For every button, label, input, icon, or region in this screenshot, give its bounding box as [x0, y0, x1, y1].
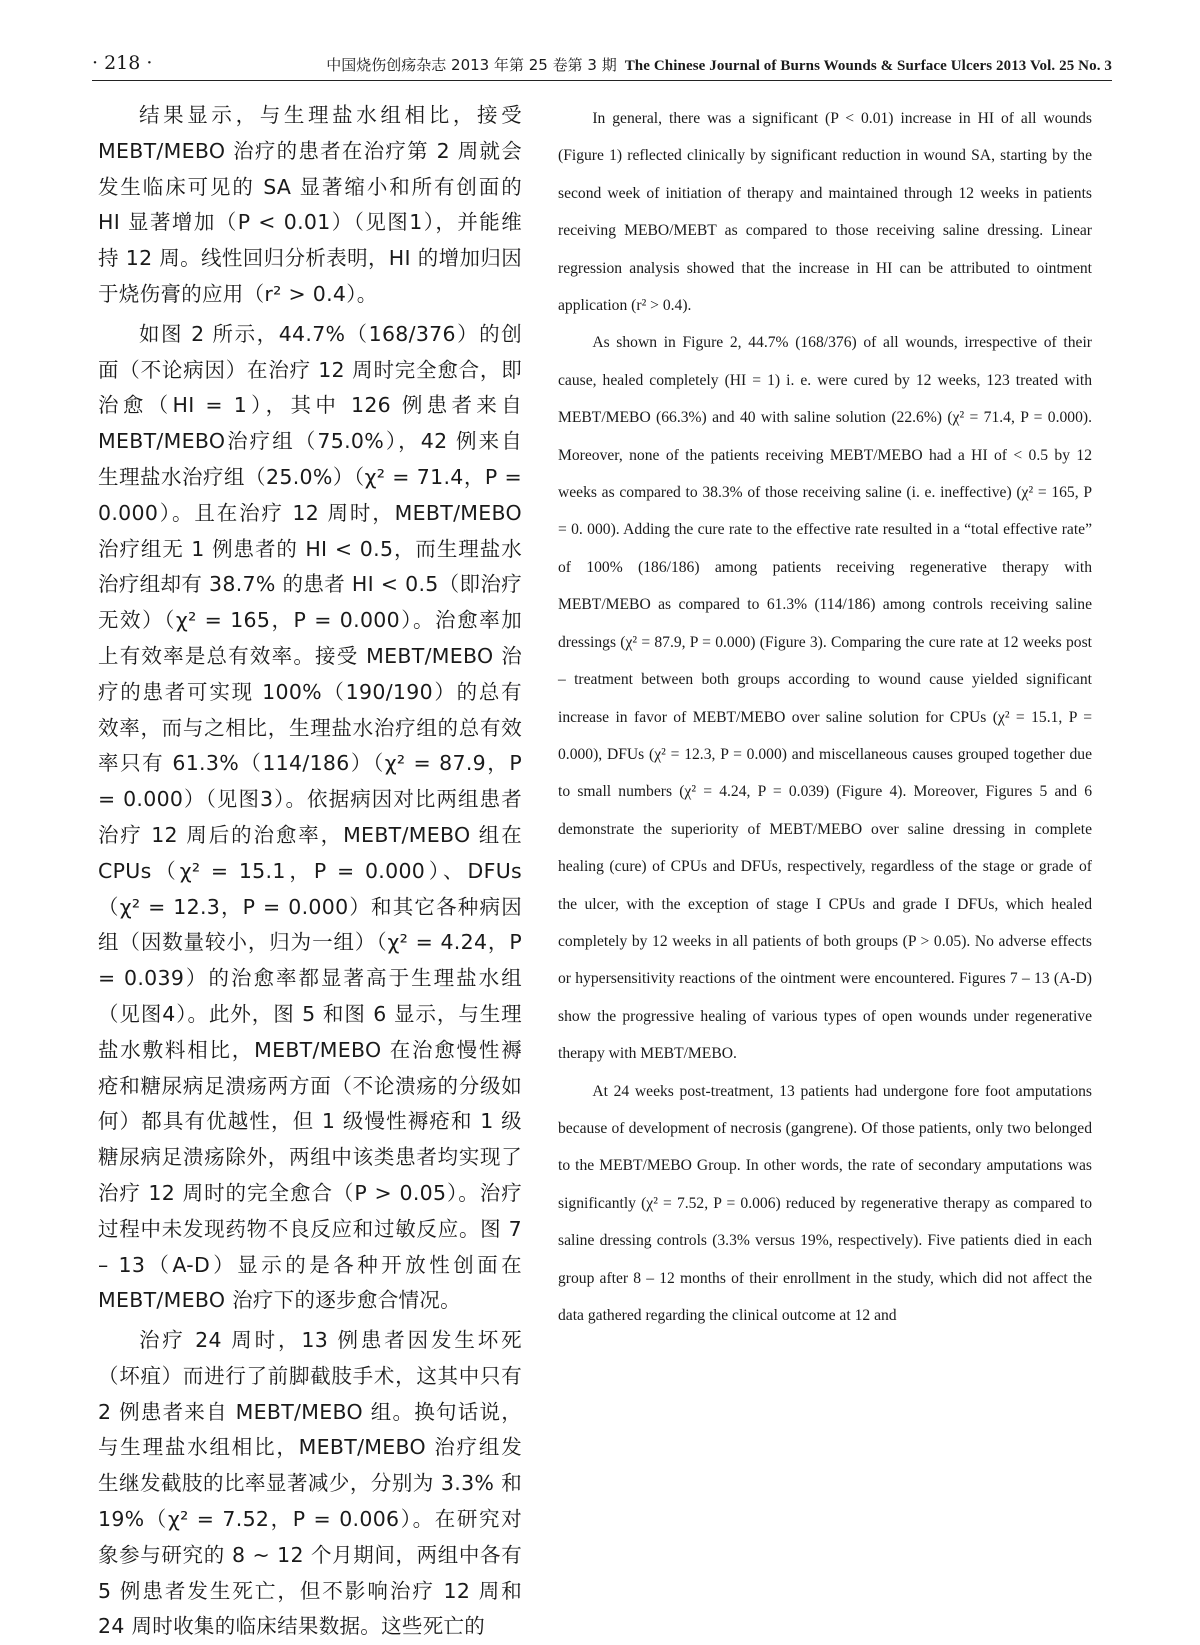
journal-title-chinese: 中国烧伤创疡杂志 2013 年第 25 卷第 3 期	[326, 56, 617, 74]
running-header	[92, 52, 1112, 81]
page-number: · 218 ·	[92, 52, 153, 74]
english-paragraph: In general, there was a significant (P < 0.01) increase in HI of all wounds (Figure 1) reflected clinically by significant reduction in wound SA, starting by the second week of initiation of therapy and maintained through 12 weeks in patients receiving MEBO/MEBT as compared to those receiving saline dressing. Linear regression analysis showed that the increase in HI can be attributed to ointment application (r² > 0.4).	[558, 110, 1092, 315]
chinese-text-column	[98, 98, 522, 1645]
chinese-paragraph: 如图 2 所示，44.7%（168/376）的创面（不论病因）在治疗 12 周时完全愈合，即治愈（HI = 1），其中 126 例患者来自 MEBT/MEBO治疗组（75.0%），42 例来自生理盐水治疗组（25.0%）（χ² = 71.4，P = 0.000）。且在治疗 12 周时，MEBT/MEBO 治疗组无 1 例患者的 HI < 0.5，而生理盐水治疗组却有 38.7% 的患者 HI < 0.5（即治疗无效）（χ² = 165，P = 0.000）。治愈率加上有效率是总有效率。接受 MEBT/MEBO 治疗的患者可实现 100%（190/190）的总有效率，而与之相比，生理盐水治疗组的总有效率只有 61.3%（114/186）（χ² = 87.9，P = 0.000）（见图3）。依据病因对比两组患者治疗 12 周后的治愈率，MEBT/MEBO 组在 CPUs（χ² = 15.1，P = 0.000）、DFUs（χ² = 12.3，P = 0.000）和其它各种病因组（因数量较小，归为一组）（χ² = 4.24，P = 0.039）的治愈率都显著高于生理盐水组（见图4）。此外，图 5 和图 6 显示，与生理盐水敷料相比，MEBT/MEBO 在治愈慢性褥疮和糖尿病足溃疡两方面（不论溃疡的分级如何）都具有优越性，但 1 级慢性褥疮和 1 级糖尿病足溃疡除外，两组中该类患者均实现了治疗 12 周时的完全愈合（P > 0.05）。治疗过程中未发现药物不良反应和过敏反应。图 7 – 13（A-D）显示的是各种开放性创面在 MEBT/MEBO 治疗下的逐步愈合情况。	[98, 321, 522, 1313]
journal-citation	[326, 54, 1112, 75]
english-paragraph: At 24 weeks post-treatment, 13 patients had undergone fore foot amputations because of development of necrosis (gangrene). Of those patients, only two belonged to the MEBT/MEBO Group. In other words, the rate of secondary amputations was significantly (χ² = 7.52, P = 0.006) reduced by regenerative therapy as compared to saline dressing controls (3.3% versus 19%, respectively). Five patients died in each group after 8 – 12 months of their enrollment in the study, which did not affect the data gathered regarding the clinical outcome at 12 and	[558, 1082, 1092, 1324]
english-paragraph: As shown in Figure 2, 44.7% (168/376) of all wounds, irrespective of their cause, healed completely (HI = 1) i. e. were cured by 12 weeks, 123 treated with MEBT/MEBO (66.3%) and 40 with saline solution (22.6%) (χ² = 71.4, P = 0.000). Moreover, none of the patients receiving MEBT/MEBO had a HI of < 0.5 by 12 weeks as compared to 38.3% of those receiving saline (i. e. ineffective) (χ² = 165, P = 0. 000). Adding the cure rate to the effective rate resulted in a “total effective rate” of 100% (186/186) among patients receiving regenerative therapy with MEBT/MEBO as compared to 61.3% (114/186) among controls receiving saline dressings (χ² = 87.9, P = 0.000) (Figure 3). Comparing the cure rate at 12 weeks post – treatment between both groups according to wound cause yielded significant increase in favor of MEBT/MEBO over saline solution for CPUs (χ² = 15.1, P = 0.000), DFUs (χ² = 12.3, P = 0.000) and miscellaneous causes grouped together due to small numbers (χ² = 4.24, P = 0.039) (Figure 4). Moreover, Figures 5 and 6 demonstrate the superiority of MEBT/MEBO over saline dressing in complete healing (cure) of CPUs and DFUs, respectively, regardless of the stage or grade of the ulcer, with the exception of stage I CPUs and grade I DFUs, which healed completely by 12 weeks in all patients of both groups (P > 0.05). No adverse effects or hypersensitivity reactions of the ointment were encountered. Figures 7 – 13 (A-D) show the progressive healing of various types of open wounds under regenerative therapy with MEBT/MEBO.	[558, 334, 1092, 1063]
journal-title-english: The Chinese Journal of Burns Wounds & Surface Ulcers 2013 Vol. 25 No. 3	[624, 58, 1112, 74]
chinese-paragraph: 治疗 24 周时，13 例患者因发生坏死（坏疽）而进行了前脚截肢手术，这其中只有 2 例患者来自 MEBT/MEBO 组。换句话说，与生理盐水组相比，MEBT/MEBO 治疗组发生继发截肢的比率显著减少，分别为 3.3% 和 19%（χ² = 7.52，P = 0.006）。在研究对象参与研究的 8 ~ 12 个月期间，两组中各有 5 例患者发生死亡，但不影响治疗 12 周和 24 周时收集的临床结果数据。这些死亡的	[98, 1328, 522, 1639]
chinese-paragraph: 结果显示，与生理盐水组相比，接受 MEBT/MEBO 治疗的患者在治疗第 2 周就会发生临床可见的 SA 显著缩小和所有创面的 HI 显著增加（P < 0.01）（见图1），并能维持 12 周。线性回归分析表明，HI 的增加归因于烧伤膏的应用（r² > 0.4）。	[98, 103, 522, 306]
english-text-column	[558, 100, 1092, 1334]
